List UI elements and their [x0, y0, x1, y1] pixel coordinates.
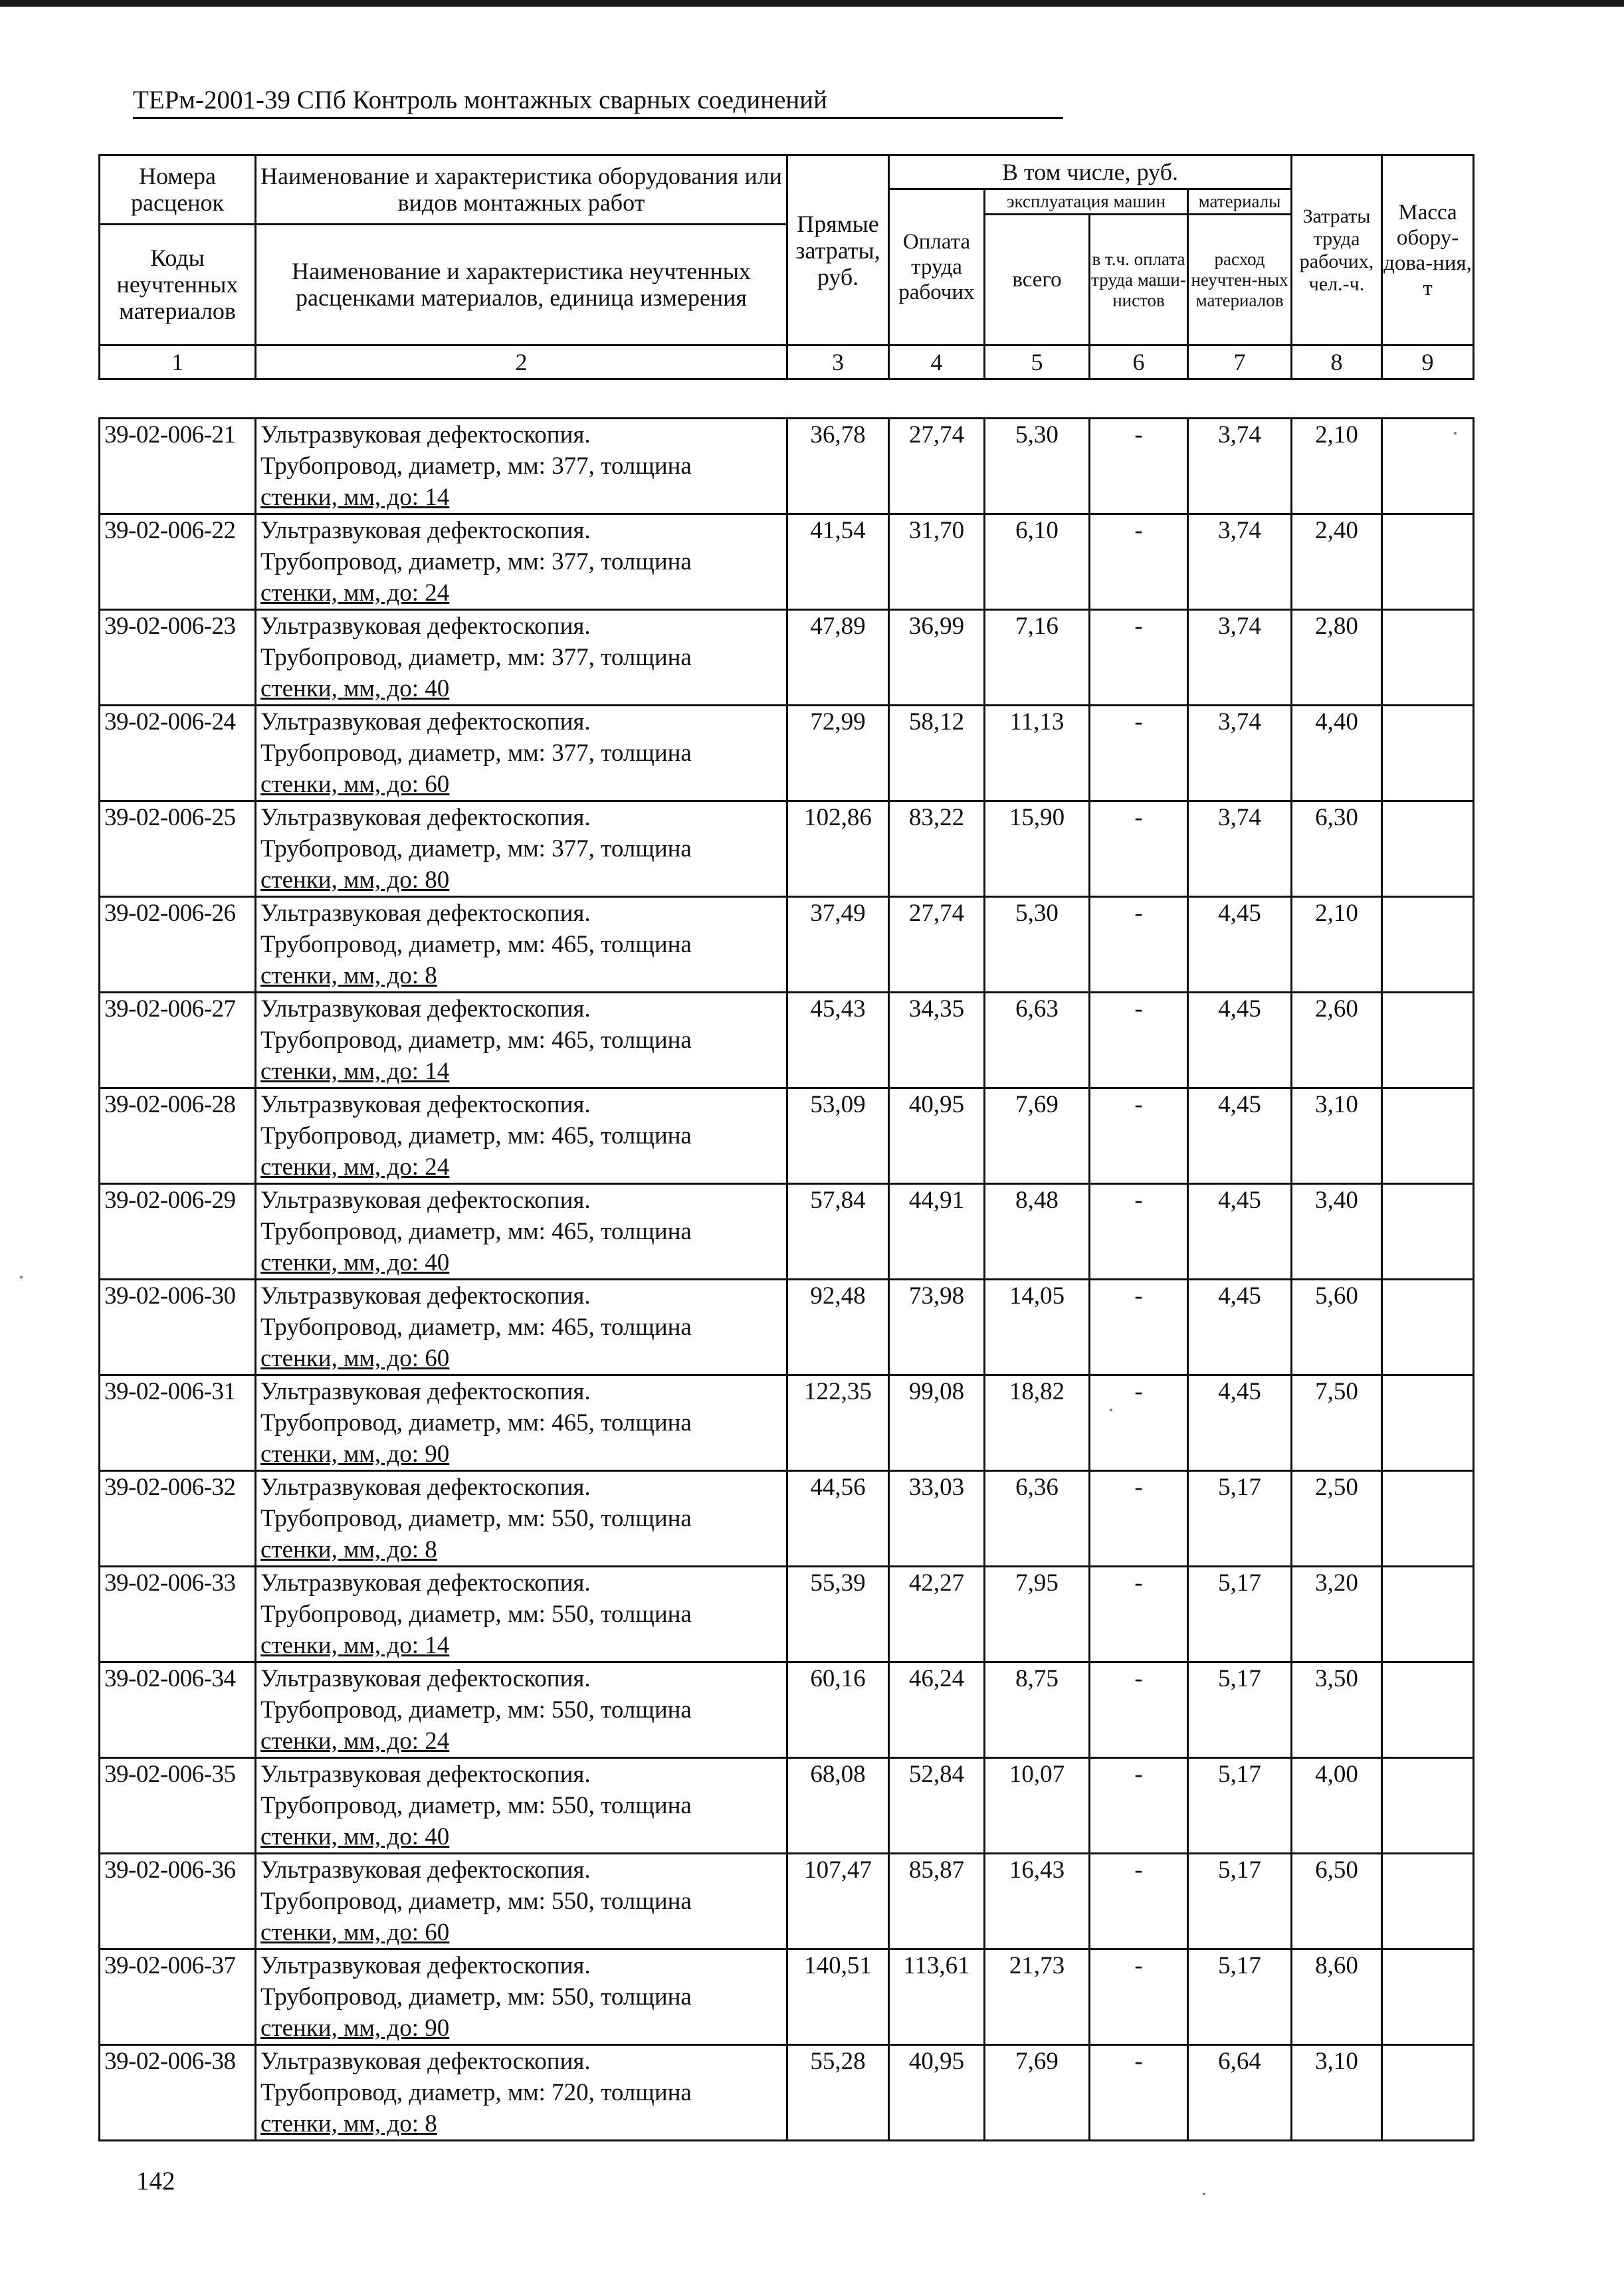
machines-total-cell: 10,07 — [985, 1758, 1090, 1854]
machines-total-cell: 7,69 — [985, 2045, 1090, 2141]
equipment-mass-cell — [1382, 514, 1474, 610]
direct-costs-cell: 37,49 — [787, 897, 889, 993]
worker-pay-cell: 31,70 — [889, 514, 985, 610]
rate-code: 39-02-006-38 — [100, 2045, 256, 2141]
worker-pay-cell: 83,22 — [889, 801, 985, 897]
rate-code: 39-02-006-21 — [100, 419, 256, 514]
table-row — [100, 1662, 1474, 1758]
worker-pay-cell: 27,74 — [889, 897, 985, 993]
rate-code: 39-02-006-23 — [100, 610, 256, 706]
page-title: ТЕРм-2001-39 СПб Контроль монтажных сварных соединений — [133, 85, 1063, 119]
worker-pay-cell: 85,87 — [889, 1854, 985, 1949]
table-row — [100, 1567, 1474, 1662]
description-line: стенки, мм, до: 40 — [260, 675, 450, 702]
header-labor-hours: Затраты труда рабочих, чел.-ч. — [1292, 155, 1382, 346]
operator-pay-cell: - — [1090, 1088, 1188, 1184]
table-row — [100, 419, 1474, 514]
labor-hours-cell: 2,10 — [1292, 897, 1382, 993]
table-row — [100, 1758, 1474, 1854]
description-line: стенки, мм, до: 24 — [260, 579, 450, 607]
rate-code: 39-02-006-26 — [100, 897, 256, 993]
description-line: Трубопровод, диаметр, мм: 720, толщина — [260, 2079, 692, 2106]
description-line: стенки, мм, до: 8 — [260, 2110, 437, 2137]
description-line: стенки, мм, до: 8 — [260, 962, 437, 989]
worker-pay-cell: 73,98 — [889, 1280, 985, 1375]
header-machines: эксплуатация машин — [985, 189, 1188, 215]
header-machines-total: всего — [985, 215, 1090, 346]
machines-total-cell: 16,43 — [985, 1854, 1090, 1949]
worker-pay-cell: 46,24 — [889, 1662, 985, 1758]
equipment-mass-cell — [1382, 610, 1474, 706]
operator-pay-cell: - — [1090, 993, 1188, 1088]
description-line: Трубопровод, диаметр, мм: 465, толщина — [260, 931, 692, 958]
rate-code: 39-02-006-28 — [100, 1088, 256, 1184]
labor-hours-cell: 4,40 — [1292, 706, 1382, 801]
col-number: 8 — [1292, 346, 1382, 379]
col-number: 9 — [1382, 346, 1474, 379]
operator-pay-cell: - — [1090, 1280, 1188, 1375]
rate-code: 39-02-006-24 — [100, 706, 256, 801]
direct-costs-cell: 41,54 — [787, 514, 889, 610]
description-line: Ультразвуковая дефектоскопия. — [260, 1856, 591, 1884]
table-row — [100, 706, 1474, 801]
description-line: Ультразвуковая дефектоскопия. — [260, 1569, 591, 1597]
header-codes-top: Номера расценок — [100, 155, 256, 225]
labor-hours-cell: 4,00 — [1292, 1758, 1382, 1854]
work-description — [256, 993, 787, 1088]
work-description — [256, 1949, 787, 2045]
rate-code: 39-02-006-30 — [100, 1280, 256, 1375]
operator-pay-cell: - — [1090, 2045, 1188, 2141]
description-line: Трубопровод, диаметр, мм: 465, толщина — [260, 1027, 692, 1054]
operator-pay-cell: - — [1090, 1375, 1188, 1471]
work-description — [256, 1088, 787, 1184]
materials-use-cell: 4,45 — [1188, 1184, 1292, 1280]
rate-code: 39-02-006-27 — [100, 993, 256, 1088]
materials-use-cell: 3,74 — [1188, 706, 1292, 801]
equipment-mass-cell — [1382, 1375, 1474, 1471]
machines-total-cell: 11,13 — [985, 706, 1090, 801]
machines-total-cell: 21,73 — [985, 1949, 1090, 2045]
work-description — [256, 801, 787, 897]
description-line: Ультразвуковая дефектоскопия. — [260, 1091, 591, 1118]
machines-total-cell: 5,30 — [985, 419, 1090, 514]
header-worker-pay: Оплата труда рабочих — [889, 189, 985, 345]
table-row — [100, 1375, 1474, 1471]
rate-code: 39-02-006-32 — [100, 1471, 256, 1567]
operator-pay-cell: - — [1090, 514, 1188, 610]
description-line: стенки, мм, до: 90 — [260, 1440, 450, 1468]
description-line: Ультразвуковая дефектоскопия. — [260, 708, 591, 736]
materials-use-cell: 5,17 — [1188, 1949, 1292, 2045]
rate-code: 39-02-006-31 — [100, 1375, 256, 1471]
direct-costs-cell: 55,39 — [787, 1567, 889, 1662]
direct-costs-cell: 55,28 — [787, 2045, 889, 2141]
table-row — [100, 1854, 1474, 1949]
labor-hours-cell: 5,60 — [1292, 1280, 1382, 1375]
machines-total-cell: 6,36 — [985, 1471, 1090, 1567]
worker-pay-cell: 44,91 — [889, 1184, 985, 1280]
materials-use-cell: 3,74 — [1188, 419, 1292, 514]
rate-code: 39-02-006-29 — [100, 1184, 256, 1280]
direct-costs-cell: 107,47 — [787, 1854, 889, 1949]
machines-total-cell: 15,90 — [985, 801, 1090, 897]
materials-use-cell: 6,64 — [1188, 2045, 1292, 2141]
equipment-mass-cell — [1382, 1758, 1474, 1854]
worker-pay-cell: 40,95 — [889, 1088, 985, 1184]
worker-pay-cell: 58,12 — [889, 706, 985, 801]
description-line: стенки, мм, до: 14 — [260, 1632, 450, 1659]
equipment-mass-cell — [1382, 2045, 1474, 2141]
work-description — [256, 2045, 787, 2141]
direct-costs-cell: 36,78 — [787, 419, 889, 514]
header-codes-bottom: Коды неучтенных материалов — [100, 224, 256, 346]
worker-pay-cell: 33,03 — [889, 1471, 985, 1567]
equipment-mass-cell — [1382, 897, 1474, 993]
work-description — [256, 1662, 787, 1758]
description-line: стенки, мм, до: 90 — [260, 2015, 450, 2042]
worker-pay-cell: 42,27 — [889, 1567, 985, 1662]
description-line: стенки, мм, до: 24 — [260, 1728, 450, 1755]
top-border-rule — [0, 0, 1624, 7]
worker-pay-cell: 52,84 — [889, 1758, 985, 1854]
work-description — [256, 514, 787, 610]
work-description — [256, 610, 787, 706]
table-row — [100, 610, 1474, 706]
direct-costs-cell: 92,48 — [787, 1280, 889, 1375]
description-line: Ультразвуковая дефектоскопия. — [260, 1952, 591, 1979]
rate-code: 39-02-006-22 — [100, 514, 256, 610]
machines-total-cell: 14,05 — [985, 1280, 1090, 1375]
direct-costs-cell: 102,86 — [787, 801, 889, 897]
description-line: Трубопровод, диаметр, мм: 550, толщина — [260, 1792, 692, 1819]
header-direct-costs: Прямые затраты, руб. — [787, 155, 889, 346]
equipment-mass-cell — [1382, 1854, 1474, 1949]
description-line: стенки, мм, до: 24 — [260, 1153, 450, 1181]
operator-pay-cell: - — [1090, 897, 1188, 993]
table-row — [100, 1471, 1474, 1567]
description-line: Ультразвуковая дефектоскопия. — [260, 2048, 591, 2075]
machines-total-cell: 5,30 — [985, 897, 1090, 993]
materials-use-cell: 5,17 — [1188, 1567, 1292, 1662]
work-description — [256, 1567, 787, 1662]
worker-pay-cell: 27,74 — [889, 419, 985, 514]
description-line: стенки, мм, до: 14 — [260, 1058, 450, 1085]
header-equipment-mass: Масса обору-дова-ния, т — [1382, 155, 1474, 346]
header-materials: материалы — [1188, 189, 1292, 215]
rate-code: 39-02-006-36 — [100, 1854, 256, 1949]
description-line: Трубопровод, диаметр, мм: 377, толщина — [260, 452, 692, 480]
description-line: Трубопровод, диаметр, мм: 465, толщина — [260, 1314, 692, 1341]
scan-speck — [1203, 2193, 1205, 2195]
worker-pay-cell: 99,08 — [889, 1375, 985, 1471]
materials-use-cell: 3,74 — [1188, 514, 1292, 610]
worker-pay-cell: 113,61 — [889, 1949, 985, 2045]
scan-speck — [20, 1276, 23, 1278]
description-line: стенки, мм, до: 8 — [260, 1536, 437, 1563]
header-number-row — [100, 346, 1474, 379]
col-number: 4 — [889, 346, 985, 379]
description-line: стенки, мм, до: 14 — [260, 484, 450, 511]
table-row — [100, 993, 1474, 1088]
labor-hours-cell: 3,50 — [1292, 1662, 1382, 1758]
description-line: Трубопровод, диаметр, мм: 550, толщина — [260, 1505, 692, 1532]
description-line: Ультразвуковая дефектоскопия. — [260, 1474, 591, 1501]
equipment-mass-cell — [1382, 1471, 1474, 1567]
header-name-bottom: Наименование и характеристика неучтенных расценками материалов, единица измерения — [256, 224, 787, 346]
labor-hours-cell: 7,50 — [1292, 1375, 1382, 1471]
operator-pay-cell: - — [1090, 1854, 1188, 1949]
labor-hours-cell: 2,40 — [1292, 514, 1382, 610]
labor-hours-cell: 8,60 — [1292, 1949, 1382, 2045]
description-line: Трубопровод, диаметр, мм: 377, толщина — [260, 644, 692, 671]
description-line: Ультразвуковая дефектоскопия. — [260, 1761, 591, 1788]
description-line: стенки, мм, до: 40 — [260, 1823, 450, 1850]
description-line: Ультразвуковая дефектоскопия. — [260, 1282, 591, 1310]
equipment-mass-cell — [1382, 1280, 1474, 1375]
header-group-incl: В том числе, руб. — [889, 155, 1292, 189]
description-line: Трубопровод, диаметр, мм: 550, толщина — [260, 1696, 692, 1724]
worker-pay-cell: 34,35 — [889, 993, 985, 1088]
description-line: Трубопровод, диаметр, мм: 377, толщина — [260, 548, 692, 575]
description-line: Ультразвуковая дефектоскопия. — [260, 804, 591, 831]
materials-use-cell: 5,17 — [1188, 1854, 1292, 1949]
direct-costs-cell: 45,43 — [787, 993, 889, 1088]
direct-costs-cell: 57,84 — [787, 1184, 889, 1280]
col-number: 3 — [787, 346, 889, 379]
description-line: стенки, мм, до: 60 — [260, 1345, 450, 1372]
table-row — [100, 1184, 1474, 1280]
operator-pay-cell: - — [1090, 419, 1188, 514]
table-row — [100, 1280, 1474, 1375]
operator-pay-cell: - — [1090, 1471, 1188, 1567]
direct-costs-cell: 53,09 — [787, 1088, 889, 1184]
rates-table — [98, 417, 1474, 2141]
description-line: Трубопровод, диаметр, мм: 550, толщина — [260, 1888, 692, 1915]
labor-hours-cell: 3,10 — [1292, 2045, 1382, 2141]
description-line: Ультразвуковая дефектоскопия. — [260, 1378, 591, 1405]
materials-use-cell: 4,45 — [1188, 1280, 1292, 1375]
work-description — [256, 1854, 787, 1949]
table-row — [100, 514, 1474, 610]
description-line: Трубопровод, диаметр, мм: 465, толщина — [260, 1409, 692, 1437]
machines-total-cell: 7,69 — [985, 1088, 1090, 1184]
machines-total-cell: 7,95 — [985, 1567, 1090, 1662]
description-line: Трубопровод, диаметр, мм: 465, толщина — [260, 1122, 692, 1149]
equipment-mass-cell — [1382, 1662, 1474, 1758]
operator-pay-cell: - — [1090, 801, 1188, 897]
description-line: Ультразвуковая дефектоскопия. — [260, 421, 591, 448]
header-table — [98, 154, 1474, 380]
work-description — [256, 897, 787, 993]
materials-use-cell: 4,45 — [1188, 993, 1292, 1088]
machines-total-cell: 8,48 — [985, 1184, 1090, 1280]
operator-pay-cell: - — [1090, 1758, 1188, 1854]
description-line: Трубопровод, диаметр, мм: 550, толщина — [260, 1983, 692, 2011]
machines-total-cell: 8,75 — [985, 1662, 1090, 1758]
description-line: Ультразвуковая дефектоскопия. — [260, 613, 591, 640]
header-name-top: Наименование и характеристика оборудования или видов монтажных работ — [256, 155, 787, 225]
col-number: 1 — [100, 346, 256, 379]
rate-code: 39-02-006-25 — [100, 801, 256, 897]
equipment-mass-cell — [1382, 706, 1474, 801]
description-line: Трубопровод, диаметр, мм: 550, толщина — [260, 1601, 692, 1628]
worker-pay-cell: 36,99 — [889, 610, 985, 706]
direct-costs-cell: 72,99 — [787, 706, 889, 801]
operator-pay-cell: - — [1090, 1662, 1188, 1758]
table-row — [100, 2045, 1474, 2141]
operator-pay-cell: - — [1090, 610, 1188, 706]
labor-hours-cell: 2,80 — [1292, 610, 1382, 706]
work-description — [256, 1471, 787, 1567]
materials-use-cell: 5,17 — [1188, 1471, 1292, 1567]
machines-total-cell: 7,16 — [985, 610, 1090, 706]
labor-hours-cell: 3,10 — [1292, 1088, 1382, 1184]
equipment-mass-cell — [1382, 993, 1474, 1088]
description-line: стенки, мм, до: 40 — [260, 1249, 450, 1276]
description-line: Трубопровод, диаметр, мм: 377, толщина — [260, 835, 692, 862]
description-line: Ультразвуковая дефектоскопия. — [260, 995, 591, 1023]
direct-costs-cell: 68,08 — [787, 1758, 889, 1854]
operator-pay-cell: - — [1090, 1184, 1188, 1280]
header-unaccounted-materials: расход неучтен-ных материалов — [1188, 215, 1292, 346]
work-description — [256, 419, 787, 514]
description-line: Трубопровод, диаметр, мм: 465, толщина — [260, 1218, 692, 1245]
col-number: 5 — [985, 346, 1090, 379]
rate-code: 39-02-006-33 — [100, 1567, 256, 1662]
scan-speck — [1110, 1409, 1112, 1411]
labor-hours-cell: 2,60 — [1292, 993, 1382, 1088]
operator-pay-cell: - — [1090, 1949, 1188, 2045]
labor-hours-cell: 2,50 — [1292, 1471, 1382, 1567]
col-number: 7 — [1188, 346, 1292, 379]
labor-hours-cell: 6,50 — [1292, 1854, 1382, 1949]
description-line: Трубопровод, диаметр, мм: 377, толщина — [260, 740, 692, 767]
work-description — [256, 1758, 787, 1854]
work-description — [256, 1184, 787, 1280]
direct-costs-cell: 44,56 — [787, 1471, 889, 1567]
table-row — [100, 1088, 1474, 1184]
machines-total-cell: 18,82 — [985, 1375, 1090, 1471]
table-row — [100, 801, 1474, 897]
materials-use-cell: 3,74 — [1188, 801, 1292, 897]
description-line: стенки, мм, до: 60 — [260, 1919, 450, 1946]
rate-code: 39-02-006-35 — [100, 1758, 256, 1854]
machines-total-cell: 6,10 — [985, 514, 1090, 610]
work-description — [256, 1280, 787, 1375]
header-operator-pay: в т.ч. оплата труда маши-нистов — [1090, 215, 1188, 346]
work-description — [256, 1375, 787, 1471]
direct-costs-cell: 47,89 — [787, 610, 889, 706]
direct-costs-cell: 60,16 — [787, 1662, 889, 1758]
equipment-mass-cell — [1382, 1949, 1474, 2045]
equipment-mass-cell — [1382, 1184, 1474, 1280]
materials-use-cell: 4,45 — [1188, 897, 1292, 993]
operator-pay-cell: - — [1090, 706, 1188, 801]
col-number: 2 — [256, 346, 787, 379]
description-line: Ультразвуковая дефектоскопия. — [260, 1187, 591, 1214]
labor-hours-cell: 3,20 — [1292, 1567, 1382, 1662]
labor-hours-cell: 2,10 — [1292, 419, 1382, 514]
page-number: 142 — [136, 2167, 175, 2195]
rate-code: 39-02-006-34 — [100, 1662, 256, 1758]
direct-costs-cell: 140,51 — [787, 1949, 889, 2045]
equipment-mass-cell — [1382, 1567, 1474, 1662]
rate-code: 39-02-006-37 — [100, 1949, 256, 2045]
description-line: Ультразвуковая дефектоскопия. — [260, 900, 591, 927]
materials-use-cell: 3,74 — [1188, 610, 1292, 706]
equipment-mass-cell — [1382, 419, 1474, 514]
description-line: стенки, мм, до: 80 — [260, 866, 450, 894]
worker-pay-cell: 40,95 — [889, 2045, 985, 2141]
description-line: Ультразвуковая дефектоскопия. — [260, 517, 591, 544]
operator-pay-cell: - — [1090, 1567, 1188, 1662]
labor-hours-cell: 6,30 — [1292, 801, 1382, 897]
materials-use-cell: 4,45 — [1188, 1088, 1292, 1184]
scan-speck — [1454, 432, 1457, 435]
equipment-mass-cell — [1382, 1088, 1474, 1184]
table-row — [100, 897, 1474, 993]
table-row — [100, 1949, 1474, 2045]
col-number: 6 — [1090, 346, 1188, 379]
machines-total-cell: 6,63 — [985, 993, 1090, 1088]
description-line: Ультразвуковая дефектоскопия. — [260, 1665, 591, 1692]
description-line: стенки, мм, до: 60 — [260, 771, 450, 798]
labor-hours-cell: 3,40 — [1292, 1184, 1382, 1280]
materials-use-cell: 5,17 — [1188, 1662, 1292, 1758]
equipment-mass-cell — [1382, 801, 1474, 897]
direct-costs-cell: 122,35 — [787, 1375, 889, 1471]
work-description — [256, 706, 787, 801]
materials-use-cell: 5,17 — [1188, 1758, 1292, 1854]
materials-use-cell: 4,45 — [1188, 1375, 1292, 1471]
